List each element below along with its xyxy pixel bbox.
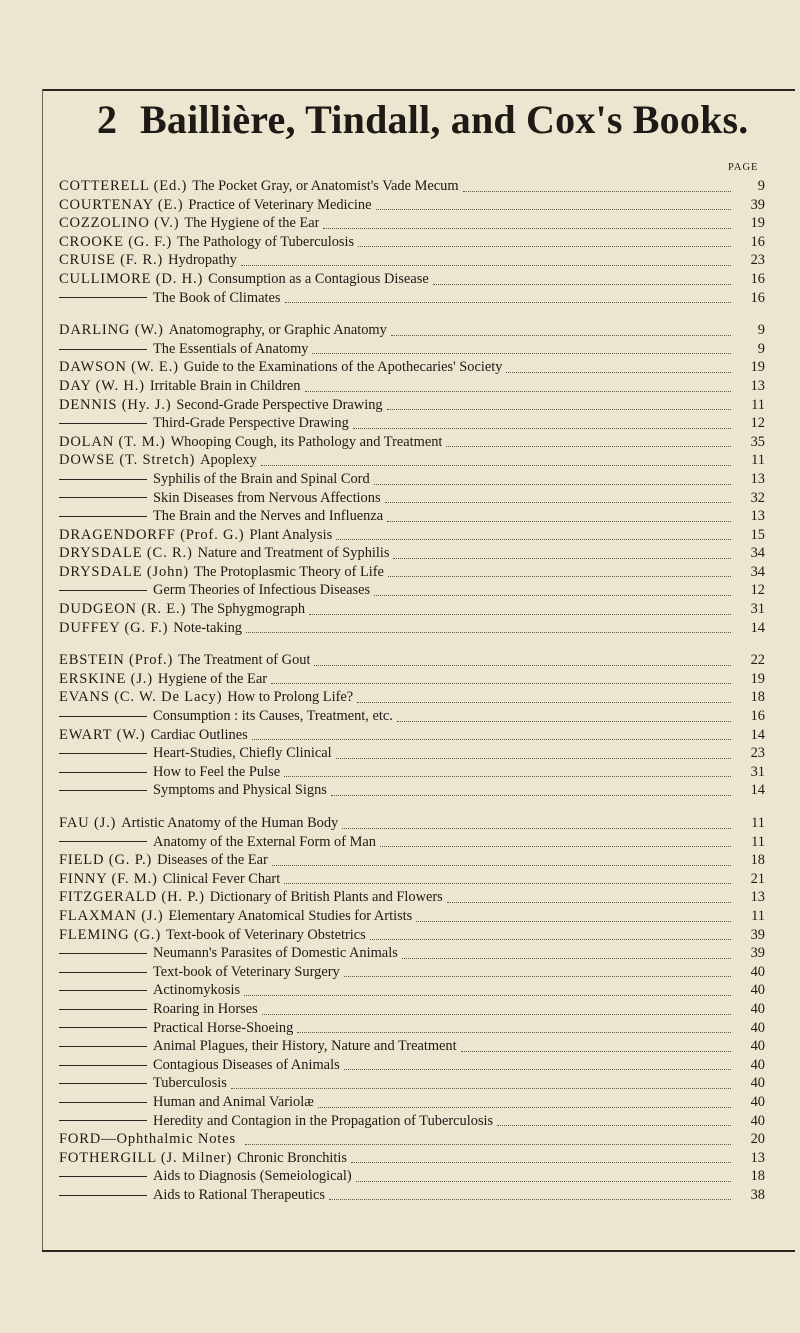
dot-leader: [245, 1144, 731, 1145]
entry-title: Neumann's Parasites of Domestic Animals: [153, 945, 398, 962]
entry-author: DAY (W. H.): [59, 377, 145, 394]
entry-page-number: 40: [750, 1019, 765, 1036]
entry-title: Dictionary of British Plants and Flowers: [209, 889, 443, 906]
dot-leader: [353, 428, 731, 429]
entry-title: Hygiene of the Ear: [157, 670, 268, 687]
entry-title: Second-Grade Perspective Drawing: [176, 396, 383, 413]
entry-page-number: 11: [751, 833, 765, 850]
entry-page-number: 18: [750, 1168, 765, 1185]
dot-leader: [318, 1107, 731, 1108]
dot-leader: [385, 502, 731, 503]
entry-author: FOTHERGILL (J. Milner): [59, 1149, 233, 1166]
book-entry: [59, 981, 765, 1000]
ditto-dash: [59, 479, 147, 480]
ditto-dash: [59, 497, 147, 498]
dot-leader: [497, 1125, 731, 1126]
dot-leader: [356, 1181, 731, 1182]
book-entry: [59, 1093, 765, 1112]
entry-title: Whooping Cough, its Pathology and Treatment: [170, 433, 443, 450]
book-entry: [59, 1000, 765, 1019]
entry-author: FLEMING (G.): [59, 926, 162, 943]
ditto-dash: [59, 349, 147, 350]
entry-title: Clinical Fever Chart: [162, 870, 281, 887]
book-entry: [59, 321, 765, 340]
dot-leader: [358, 246, 731, 247]
left-rule: [42, 89, 43, 1252]
entry-author: ERSKINE (J.): [59, 670, 153, 687]
ditto-dash: [59, 1176, 147, 1177]
book-entry: [59, 340, 765, 359]
dot-leader: [262, 1014, 731, 1015]
entry-author: DOWSE (T. Stretch): [59, 452, 196, 469]
dot-leader: [336, 539, 731, 540]
dot-leader: [446, 446, 731, 447]
entry-page-number: 11: [751, 396, 765, 413]
entry-page-number: 31: [750, 763, 765, 780]
entry-author: EBSTEIN (Prof.): [59, 652, 174, 669]
entry-author: DRAGENDORFF (Prof. G.): [59, 526, 245, 543]
ditto-dash: [59, 1083, 147, 1084]
ditto-dash: [59, 423, 147, 424]
dot-leader: [312, 353, 731, 354]
book-entry: [59, 233, 765, 252]
entry-author: FINNY (F. M.): [59, 870, 158, 887]
book-entry: [59, 670, 765, 689]
entry-title: Artistic Anatomy of the Human Body: [121, 815, 339, 831]
book-entry: [59, 289, 765, 308]
entry-title: Text-book of Veterinary Surgery: [153, 963, 340, 980]
dot-leader: [463, 191, 731, 192]
book-entry: [59, 1167, 765, 1186]
entry-page-number: 40: [750, 1038, 765, 1055]
entry-title: Actinomykosis: [153, 982, 241, 999]
bottom-rule: [42, 1250, 795, 1252]
page-column-label: PAGE: [728, 162, 759, 173]
dot-leader: [374, 595, 731, 596]
book-entry: [59, 489, 765, 508]
entry-author: COURTENAY (E.): [59, 196, 184, 213]
entry-page-number: 21: [750, 870, 765, 887]
book-entry: [59, 926, 765, 945]
book-list: [59, 177, 765, 1204]
entry-page-number: 40: [750, 963, 765, 980]
dot-leader: [323, 228, 731, 229]
entry-title: Skin Diseases from Nervous Affections: [153, 489, 381, 506]
entry-page-number: 11: [751, 907, 765, 924]
ditto-dash: [59, 1120, 147, 1121]
entry-title: The Sphygmograph: [191, 601, 306, 618]
entry-page-number: 19: [750, 215, 765, 232]
entry-title: Syphilis of the Brain and Spinal Cord: [153, 470, 370, 487]
entry-title: Nature and Treatment of Syphilis: [197, 545, 390, 562]
book-entry: [59, 433, 765, 452]
entry-page-number: 34: [750, 563, 765, 580]
book-entry: [59, 177, 765, 196]
entry-author: DUDGEON (R. E.): [59, 601, 187, 618]
dot-leader: [402, 958, 731, 959]
entry-author: DENNIS (Hy. J.): [59, 396, 172, 413]
book-entry: [59, 763, 765, 782]
entry-title: Animal Plagues, their History, Nature and Treatment: [153, 1038, 457, 1055]
entry-title: Text-book of Veterinary Obstetrics: [166, 926, 366, 943]
entry-title: Anatomography, or Graphic Anatomy: [168, 322, 387, 339]
book-entry: [59, 814, 765, 833]
book-entry: [59, 944, 765, 963]
entry-page-number: 23: [750, 745, 765, 762]
book-entry: [59, 544, 765, 563]
dot-leader: [309, 614, 731, 615]
entry-title: Chronic Bronchitis: [237, 1149, 348, 1166]
entry-page-number: 16: [750, 708, 765, 725]
entry-title: How to Prolong Life?: [227, 689, 354, 706]
entry-title: Practical Horse-Shoeing: [153, 1019, 294, 1036]
entry-page-number: 31: [750, 601, 765, 618]
book-entry: [59, 377, 765, 396]
entry-page-number: 38: [750, 1186, 765, 1203]
entry-title: The Brain and the Nerves and Influenza: [153, 508, 384, 525]
entry-title: The Treatment of Gout: [178, 652, 311, 669]
book-entry: [59, 1186, 765, 1205]
entry-title: Cardiac Outlines: [150, 726, 248, 743]
entry-page-number: 13: [750, 889, 765, 906]
entry-author: FLAXMAN (J.): [59, 907, 164, 924]
ditto-dash: [59, 297, 147, 298]
entry-title: Human and Animal Variolæ: [153, 1093, 314, 1110]
book-entry: [59, 707, 765, 726]
entry-title: Hydropathy: [168, 252, 237, 269]
entry-title: Germ Theories of Infectious Diseases: [153, 582, 371, 599]
book-entry: [59, 251, 765, 270]
entry-title: Irritable Brain in Children: [149, 377, 301, 394]
dot-leader: [461, 1051, 731, 1052]
entry-title: Consumption : its Causes, Treatment, etc.: [153, 708, 393, 725]
book-entry: [59, 358, 765, 377]
ditto-dash: [59, 1065, 147, 1066]
entry-author: DAWSON (W. E.): [59, 359, 179, 376]
entry-title: Aids to Diagnosis (Semeiological): [153, 1168, 352, 1185]
book-entry: [59, 1112, 765, 1131]
book-entry: [59, 870, 765, 889]
book-entry: [59, 781, 765, 800]
book-entry: [59, 581, 765, 600]
entry-title: Symptoms and Physical Signs: [153, 782, 327, 799]
ditto-dash: [59, 1046, 147, 1047]
book-entry: [59, 414, 765, 433]
entry-page-number: 13: [750, 508, 765, 525]
entry-title: The Essentials of Anatomy: [153, 340, 309, 357]
book-entry: [59, 563, 765, 582]
dot-leader: [344, 1069, 731, 1070]
entry-page-number: 13: [750, 377, 765, 394]
entry-title: The Book of Climates: [153, 289, 281, 306]
dot-leader: [380, 846, 731, 847]
entry-page-number: 40: [750, 1000, 765, 1017]
entry-page-number: 20: [750, 1131, 765, 1148]
ditto-dash: [59, 1009, 147, 1010]
dot-leader: [272, 865, 731, 866]
page-number: 2: [97, 97, 117, 142]
dot-leader: [374, 484, 731, 485]
entry-page-number: 12: [750, 582, 765, 599]
entry-author: DOLAN (T. M.): [59, 433, 166, 450]
entry-page-number: 13: [750, 1149, 765, 1166]
ditto-dash: [59, 753, 147, 754]
entry-title: Guide to the Examinations of the Apothecaries' Society: [183, 359, 503, 376]
entry-page-number: 12: [750, 415, 765, 432]
entry-title: The Hygiene of the Ear: [184, 215, 320, 232]
book-entry: [59, 214, 765, 233]
dot-leader: [357, 702, 731, 703]
ditto-dash: [59, 1195, 147, 1196]
ditto-dash: [59, 1027, 147, 1028]
ditto-dash: [59, 990, 147, 991]
dot-leader: [391, 335, 731, 336]
book-entry: [59, 526, 765, 545]
entry-author: DRYSDALE (C. R.): [59, 545, 193, 562]
dot-leader: [261, 465, 731, 466]
entry-author: COTTERELL (Ed.): [59, 178, 188, 194]
entry-title: Heart-Studies, Chiefly Clinical: [153, 745, 332, 762]
entry-author: FITZGERALD (H. P.): [59, 889, 205, 906]
dot-leader: [447, 902, 731, 903]
dot-leader: [370, 939, 731, 940]
entry-page-number: 11: [751, 452, 765, 469]
entry-title: Aids to Rational Therapeutics: [153, 1186, 325, 1203]
entry-page-number: 15: [750, 526, 765, 543]
entry-title: The Pocket Gray, or Anatomist's Vade Mecum: [192, 178, 459, 194]
dot-leader: [246, 632, 731, 633]
ditto-dash: [59, 516, 147, 517]
entry-title: Contagious Diseases of Animals: [153, 1056, 340, 1073]
entry-title: Anatomy of the External Form of Man: [153, 833, 377, 850]
ditto-dash: [59, 972, 147, 973]
entry-page-number: 13: [750, 470, 765, 487]
entry-page-number: 16: [750, 233, 765, 250]
dot-leader: [329, 1199, 731, 1200]
entry-title: How to Feel the Pulse: [153, 763, 281, 780]
entry-page-number: 23: [750, 252, 765, 269]
top-rule: [42, 89, 795, 91]
dot-leader: [387, 521, 731, 522]
entry-title: Diseases of the Ear: [157, 852, 268, 869]
dot-leader: [252, 739, 731, 740]
ditto-dash: [59, 716, 147, 717]
entry-page-number: 39: [750, 926, 765, 943]
dot-leader: [397, 721, 731, 722]
entry-author: EVANS (C. W. De Lacy): [59, 689, 223, 706]
dot-leader: [284, 883, 731, 884]
entry-title: Plant Analysis: [249, 526, 333, 543]
dot-leader: [305, 391, 732, 392]
dot-leader: [506, 372, 731, 373]
dot-leader: [344, 976, 731, 977]
book-entry: [59, 651, 765, 670]
dot-leader: [416, 921, 731, 922]
dot-leader: [285, 302, 732, 303]
entry-page-number: 18: [750, 852, 765, 869]
book-entry: [59, 196, 765, 215]
entry-title: Elementary Anatomical Studies for Artists: [168, 907, 413, 924]
dot-leader: [433, 284, 731, 285]
book-entry: [59, 1056, 765, 1075]
entry-author: CRUISE (F. R.): [59, 252, 164, 269]
dot-leader: [271, 683, 731, 684]
book-entry: [59, 619, 765, 638]
running-title: Baillière, Tindall, and Cox's Books.: [140, 97, 749, 142]
entry-title: Third-Grade Perspective Drawing: [153, 415, 349, 432]
entry-page-number: 16: [750, 270, 765, 287]
dot-leader: [284, 776, 731, 777]
book-entry: [59, 1037, 765, 1056]
entry-page-number: 32: [750, 489, 765, 506]
entry-page-number: 40: [750, 1093, 765, 1110]
book-entry: [59, 1019, 765, 1038]
book-entry: [59, 507, 765, 526]
entry-title: Heredity and Contagion in the Propagation of Tuberculosis: [153, 1112, 494, 1129]
entry-title: Tuberculosis: [153, 1075, 227, 1092]
entry-page-number: 14: [750, 726, 765, 743]
entry-author: FORD—Ophthalmic Notes: [59, 1131, 236, 1148]
entry-page-number: 18: [750, 689, 765, 706]
book-entry: [59, 1130, 765, 1149]
dot-leader: [388, 576, 731, 577]
entry-page-number: 9: [757, 178, 765, 194]
book-entry: [59, 688, 765, 707]
entry-author: CULLIMORE (D. H.): [59, 270, 204, 287]
entry-page-number: 35: [750, 433, 765, 450]
dot-leader: [393, 558, 731, 559]
entry-title: Apoplexy: [200, 452, 257, 469]
entry-title: Roaring in Horses: [153, 1000, 258, 1017]
ditto-dash: [59, 1102, 147, 1103]
entry-page-number: 39: [750, 945, 765, 962]
entry-page-number: 9: [757, 322, 765, 339]
dot-leader: [314, 665, 731, 666]
book-entry: [59, 907, 765, 926]
ditto-dash: [59, 790, 147, 791]
entry-author: COZZOLINO (V.): [59, 215, 180, 232]
page-header: [42, 96, 795, 144]
book-entry: [59, 470, 765, 489]
dot-leader: [351, 1162, 731, 1163]
ditto-dash: [59, 590, 147, 591]
book-entry: [59, 270, 765, 289]
book-entry: [59, 396, 765, 415]
ditto-dash: [59, 953, 147, 954]
dot-leader: [387, 409, 731, 410]
entry-page-number: 40: [750, 1112, 765, 1129]
dot-leader: [241, 265, 731, 266]
book-entry: [59, 1074, 765, 1093]
entry-author: DARLING (W.): [59, 322, 164, 339]
entry-page-number: 34: [750, 545, 765, 562]
entry-title: Consumption as a Contagious Disease: [208, 270, 429, 287]
book-entry: [59, 1149, 765, 1168]
book-entry: [59, 726, 765, 745]
entry-author: FIELD (G. P.): [59, 852, 153, 869]
entry-page-number: 16: [750, 289, 765, 306]
entry-page-number: 11: [751, 815, 765, 831]
dot-leader: [231, 1088, 731, 1089]
dot-leader: [244, 995, 731, 996]
entry-page-number: 14: [750, 619, 765, 636]
entry-page-number: 9: [757, 340, 765, 357]
entry-title: Practice of Veterinary Medicine: [188, 196, 372, 213]
entry-page-number: 40: [750, 982, 765, 999]
entry-page-number: 14: [750, 782, 765, 799]
dot-leader: [376, 209, 731, 210]
ditto-dash: [59, 772, 147, 773]
entry-page-number: 19: [750, 359, 765, 376]
book-entry: [59, 744, 765, 763]
entry-author: DRYSDALE (John): [59, 563, 189, 580]
dot-leader: [336, 758, 731, 759]
book-entry: [59, 963, 765, 982]
dot-leader: [342, 828, 731, 829]
entry-page-number: 40: [750, 1056, 765, 1073]
entry-author: DUFFEY (G. F.): [59, 619, 169, 636]
entry-author: EWART (W.): [59, 726, 146, 743]
entry-title: The Protoplasmic Theory of Life: [193, 563, 384, 580]
book-entry: [59, 833, 765, 852]
entry-title: The Pathology of Tuberculosis: [177, 233, 355, 250]
entry-page-number: 40: [750, 1075, 765, 1092]
dot-leader: [331, 795, 731, 796]
book-entry: [59, 851, 765, 870]
entry-page-number: 19: [750, 670, 765, 687]
dot-leader: [297, 1032, 731, 1033]
entry-author: FAU (J.): [59, 815, 117, 831]
entry-author: CROOKE (G. F.): [59, 233, 172, 250]
entry-title: Note-taking: [173, 619, 242, 636]
book-entry: [59, 600, 765, 619]
ditto-dash: [59, 841, 147, 842]
book-entry: [59, 888, 765, 907]
book-entry: [59, 451, 765, 470]
entry-page-number: 39: [750, 196, 765, 213]
entry-page-number: 22: [750, 652, 765, 669]
